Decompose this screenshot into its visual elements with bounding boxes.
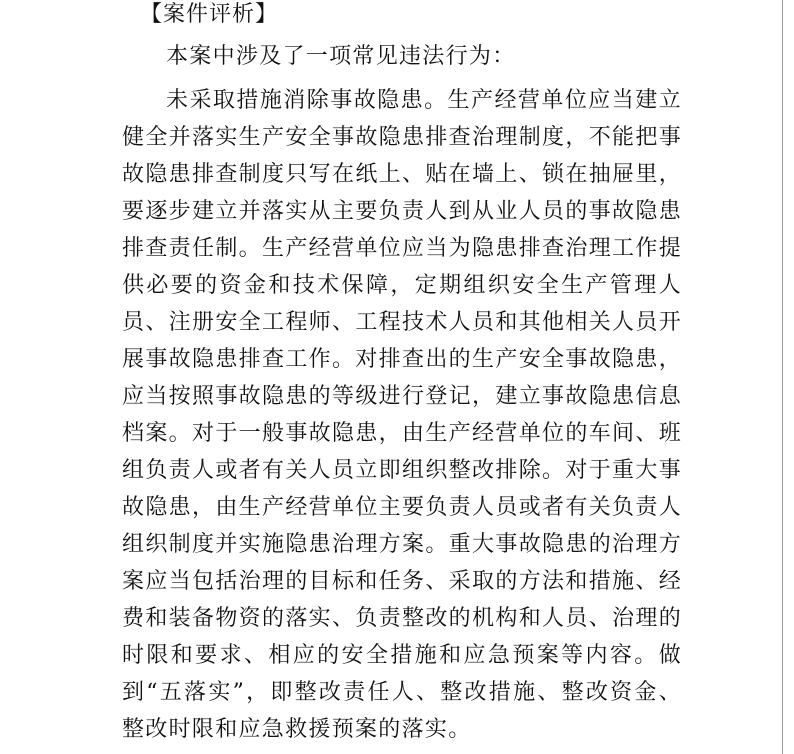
analysis-paragraph: 未采取措施消除事故隐患。生产经营单位应当建立健全并落实生产安全事故隐患排查治理制度，不能把事故隐患排查制度只写在纸上、贴在墙上、锁在抽屉里，要逐步建立并落实从主要负责人到从业人员的事故隐患排查责任制。生产经营单位应当为隐患排查治理工作提供必要的资金和技术保障，定期组织安全生产管理人员、注册安全工程师、工程技术人员和其他相关人员开展事故隐患排查工作。对排查出的生产安全事故隐患，应当按照事故隐患的等级进行登记，建立事故隐患信息档案。对于一般事故隐患，由生产经营单位的车间、班组负责人或者有关人员立即组织整改排除。对于重大事故隐患，由生产经营单位主要负责人员或者有关负责人组织制度并实施隐患治理方案。重大事故隐患的治理方案应当包括治理的目标和任务、采取的方法和措施、经费和装备物资的落实、负责整改的机构和人员、治理的时限和要求、相应的安全措施和应急预案等内容。做到“五落实”，即整改责任人、整改措施、整改资金、整改时限和应急救援预案的落实。	[122, 88, 682, 742]
section-heading: 【案件评析】	[140, 2, 279, 27]
page-right-border	[782, 0, 783, 754]
intro-paragraph: 本案中涉及了一项常见违法行为：	[166, 44, 516, 69]
document-content	[122, 0, 682, 748]
